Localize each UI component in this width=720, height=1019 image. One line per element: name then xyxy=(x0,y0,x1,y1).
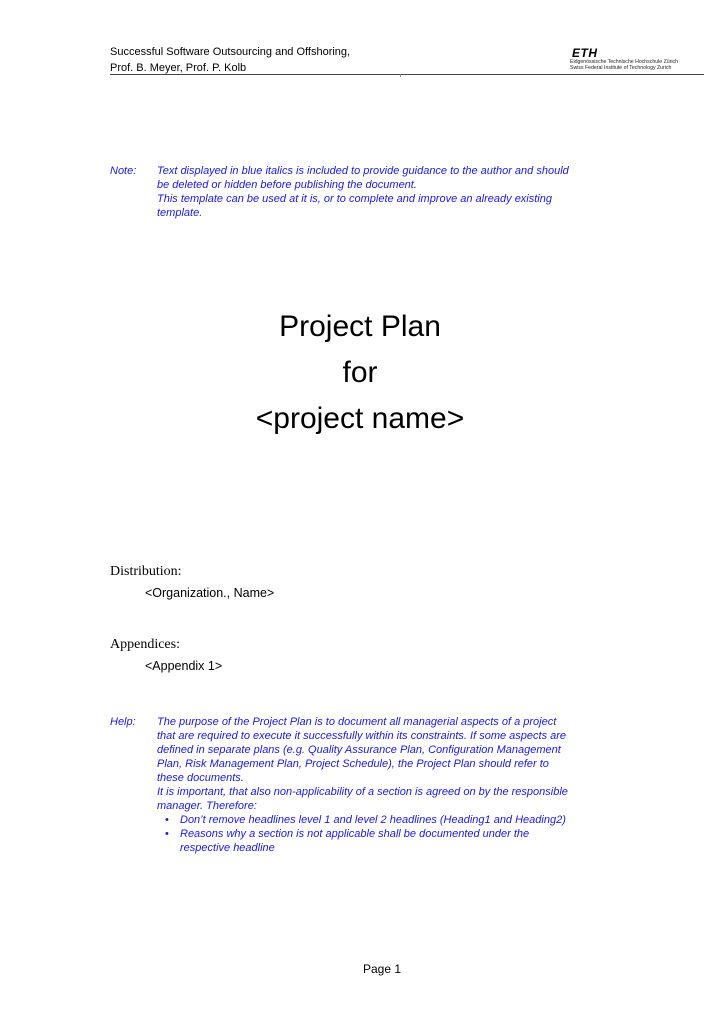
eth-logo-subtitle-english: Swiss Federal Institute of Technology Zurich xyxy=(570,65,672,71)
distribution-value: <Organization., Name> xyxy=(145,586,275,600)
title-line-project-name: <project name> xyxy=(255,402,465,435)
header-course-info xyxy=(110,44,350,76)
document-title xyxy=(0,304,720,442)
header-divider-tick xyxy=(400,74,401,77)
header-course-title: Successful Software Outsourcing and Offshoring, xyxy=(110,46,351,58)
bullet-icon: • xyxy=(165,814,169,826)
help-bullet-line: Don’t remove headlines level 1 and level 2 headlines (Heading1 and Heading2) xyxy=(180,814,566,826)
help-label: Help: xyxy=(110,716,136,728)
help-text xyxy=(157,715,568,855)
eth-logo-mark: ETH xyxy=(572,46,598,60)
appendices-label: Appendices: xyxy=(110,637,180,652)
title-line-project-plan: Project Plan xyxy=(279,310,441,343)
help-bullet-list xyxy=(157,813,568,855)
help-line: that are required to execute it successfully within its constraints. If some aspects are xyxy=(157,730,567,742)
help-bullet-item xyxy=(157,827,568,855)
help-line: The purpose of the Project Plan is to document all managerial aspects of a project xyxy=(157,716,557,728)
help-bullet-line: respective headline xyxy=(180,842,275,854)
eth-logo xyxy=(570,47,690,71)
note-guidance xyxy=(110,164,670,224)
bullet-icon: • xyxy=(165,828,169,840)
header-professors: Prof. B. Meyer, Prof. P. Kolb xyxy=(110,62,247,74)
page-number: Page 1 xyxy=(362,962,402,976)
help-line: these documents. xyxy=(157,772,244,784)
help-guidance xyxy=(110,715,670,875)
help-line: defined in separate plans (e.g. Quality Assurance Plan, Configuration Management xyxy=(157,744,561,756)
note-label: Note: xyxy=(110,165,137,177)
help-line: Plan, Risk Management Plan, Project Schedule), the Project Plan should refer to xyxy=(157,758,549,770)
help-line: manager. Therefore: xyxy=(157,800,257,812)
eth-logo-subtitle-german: Eidgenössische Technische Hochschule Zürich xyxy=(570,59,679,65)
distribution-label: Distribution: xyxy=(110,564,182,579)
help-bullet-item xyxy=(157,813,568,827)
help-line: It is important, that also non-applicability of a section is agreed on by the responsible xyxy=(157,786,568,798)
note-line: This template can be used at it is, or to complete and improve an already existing xyxy=(157,193,552,205)
help-bullet-line: Reasons why a section is not applicable shall be documented under the xyxy=(180,828,530,840)
appendices-value: <Appendix 1> xyxy=(145,659,223,673)
title-line-for: for xyxy=(342,356,378,389)
note-line: be deleted or hidden before publishing the document. xyxy=(157,179,417,191)
note-line: Text displayed in blue italics is included to provide guidance to the author and should xyxy=(157,165,569,177)
note-line: template. xyxy=(157,207,203,219)
page-header xyxy=(110,44,704,75)
note-text xyxy=(157,164,569,220)
